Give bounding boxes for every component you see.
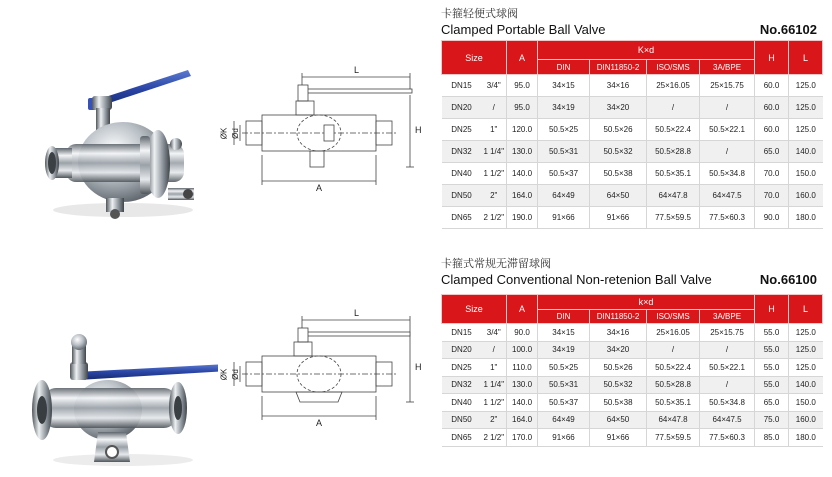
cell-iso-sms: 64×47.8 — [647, 185, 700, 207]
table-row — [442, 163, 823, 185]
cell-din11850: 50.5×32 — [590, 376, 647, 394]
cell-din11850: 91×66 — [590, 207, 647, 229]
cell-a: 100.0 — [507, 341, 538, 359]
model-number: No.66100 — [759, 272, 817, 287]
drawing-label-d: Ød — [230, 128, 240, 139]
cell-l: 140.0 — [789, 376, 823, 394]
subheader-din11850: DIN11850-2 — [590, 310, 647, 324]
cell-3a-bpe: 25×15.75 — [700, 324, 755, 342]
cell-h: 55.0 — [755, 376, 789, 394]
product-title-cn: 卡箍式常规无滞留球阀 — [441, 258, 551, 270]
cell-l: 180.0 — [789, 207, 823, 229]
header-a: A — [507, 295, 538, 324]
cell-h: 55.0 — [755, 341, 789, 359]
cell-iso-sms: 64×47.8 — [647, 411, 700, 429]
cell-inch: / — [482, 97, 507, 119]
cell-din: 34×15 — [538, 324, 590, 342]
cell-inch: / — [482, 341, 507, 359]
cell-inch: 1" — [482, 119, 507, 141]
cell-inch: 3/4" — [482, 75, 507, 97]
cell-l: 160.0 — [789, 185, 823, 207]
cell-din: 34×19 — [538, 341, 590, 359]
cell-h: 70.0 — [755, 185, 789, 207]
cell-din11850: 34×16 — [590, 75, 647, 97]
cell-dn: DN50 — [442, 411, 482, 429]
header-h: H — [755, 41, 789, 75]
table-row — [442, 185, 823, 207]
cell-din: 91×66 — [538, 429, 590, 447]
product-title-block — [441, 258, 821, 289]
subheader-din: DIN — [538, 60, 590, 75]
cell-din: 50.5×37 — [538, 163, 590, 185]
cell-a: 140.0 — [507, 163, 538, 185]
cell-din: 50.5×31 — [538, 141, 590, 163]
cell-3a-bpe: 50.5×34.8 — [700, 163, 755, 185]
portable-ball-valve-photo — [28, 40, 218, 225]
cell-3a-bpe: 50.5×22.1 — [700, 359, 755, 377]
model-number: No.66102 — [759, 22, 817, 37]
subheader-iso-sms: ISO/SMS — [647, 310, 700, 324]
cell-din11850: 50.5×32 — [590, 141, 647, 163]
cell-3a-bpe: 77.5×60.3 — [700, 429, 755, 447]
table-row — [442, 141, 823, 163]
cell-iso-sms: / — [647, 341, 700, 359]
cell-inch: 2 1/2" — [482, 207, 507, 229]
cell-3a-bpe: 64×47.5 — [700, 411, 755, 429]
cell-l: 180.0 — [789, 429, 823, 447]
header-size: Size — [442, 295, 507, 324]
cell-din: 50.5×37 — [538, 394, 590, 412]
cell-din11850: 91×66 — [590, 429, 647, 447]
cell-din11850: 50.5×26 — [590, 119, 647, 141]
cell-dn: DN20 — [442, 341, 482, 359]
drawing-label-h: H — [415, 362, 422, 372]
cell-inch: 1 1/4" — [482, 376, 507, 394]
non-retention-ball-valve-drawing — [219, 306, 432, 466]
spec-table — [441, 40, 823, 229]
cell-l: 125.0 — [789, 119, 823, 141]
cell-dn: DN50 — [442, 185, 482, 207]
header-l: L — [789, 41, 823, 75]
non-retention-ball-valve-photo — [28, 292, 218, 477]
cell-din11850: 64×50 — [590, 185, 647, 207]
cell-h: 60.0 — [755, 97, 789, 119]
cell-a: 190.0 — [507, 207, 538, 229]
table-row — [442, 324, 823, 342]
cell-din: 50.5×25 — [538, 119, 590, 141]
cell-inch: 1 1/2" — [482, 163, 507, 185]
cell-l: 150.0 — [789, 163, 823, 185]
cell-iso-sms: 50.5×35.1 — [647, 394, 700, 412]
cell-iso-sms: 50.5×28.8 — [647, 376, 700, 394]
product-section-66102 — [0, 0, 832, 236]
spec-table — [441, 294, 823, 447]
cell-3a-bpe: / — [700, 141, 755, 163]
header-size: Size — [442, 41, 507, 75]
cell-l: 125.0 — [789, 341, 823, 359]
cell-a: 90.0 — [507, 324, 538, 342]
drawing-label-a: A — [316, 183, 323, 193]
cell-3a-bpe: 50.5×22.1 — [700, 119, 755, 141]
cell-3a-bpe: / — [700, 97, 755, 119]
cell-iso-sms: 50.5×22.4 — [647, 119, 700, 141]
table-row — [442, 376, 823, 394]
cell-h: 65.0 — [755, 141, 789, 163]
header-kxd: k×d — [538, 295, 755, 310]
subheader-3a-bpe: 3A/BPE — [700, 310, 755, 324]
cell-iso-sms: / — [647, 97, 700, 119]
cell-din11850: 34×20 — [590, 97, 647, 119]
cell-din: 91×66 — [538, 207, 590, 229]
drawing-label-k: ØK — [219, 127, 229, 140]
cell-3a-bpe: 64×47.5 — [700, 185, 755, 207]
table-row — [442, 119, 823, 141]
subheader-3a-bpe: 3A/BPE — [700, 60, 755, 75]
cell-h: 65.0 — [755, 394, 789, 412]
cell-din: 50.5×25 — [538, 359, 590, 377]
cell-iso-sms: 25×16.05 — [647, 324, 700, 342]
drawing-label-a: A — [316, 418, 323, 428]
cell-dn: DN32 — [442, 376, 482, 394]
portable-ball-valve-drawing — [219, 55, 432, 215]
cell-h: 55.0 — [755, 359, 789, 377]
cell-din: 50.5×31 — [538, 376, 590, 394]
cell-dn: DN25 — [442, 119, 482, 141]
cell-inch: 2 1/2" — [482, 429, 507, 447]
cell-a: 120.0 — [507, 119, 538, 141]
cell-h: 60.0 — [755, 75, 789, 97]
cell-3a-bpe: 25×15.75 — [700, 75, 755, 97]
cell-h: 90.0 — [755, 207, 789, 229]
table-row — [442, 97, 823, 119]
cell-din: 64×49 — [538, 185, 590, 207]
cell-l: 125.0 — [789, 359, 823, 377]
cell-h: 70.0 — [755, 163, 789, 185]
table-row — [442, 207, 823, 229]
cell-din11850: 50.5×38 — [590, 394, 647, 412]
table-row — [442, 411, 823, 429]
cell-dn: DN40 — [442, 394, 482, 412]
cell-din11850: 34×16 — [590, 324, 647, 342]
cell-dn: DN40 — [442, 163, 482, 185]
cell-inch: 2" — [482, 185, 507, 207]
drawing-label-k: ØK — [219, 368, 229, 381]
cell-inch: 1 1/2" — [482, 394, 507, 412]
header-a: A — [507, 41, 538, 75]
product-title-block — [441, 8, 821, 39]
cell-3a-bpe: / — [700, 341, 755, 359]
drawing-label-h: H — [415, 125, 422, 135]
cell-l: 150.0 — [789, 394, 823, 412]
cell-a: 140.0 — [507, 394, 538, 412]
cell-h: 85.0 — [755, 429, 789, 447]
cell-h: 55.0 — [755, 324, 789, 342]
cell-dn: DN65 — [442, 207, 482, 229]
product-title-en: Clamped Portable Ball Valve — [441, 22, 606, 37]
cell-iso-sms: 25×16.05 — [647, 75, 700, 97]
cell-3a-bpe: 77.5×60.3 — [700, 207, 755, 229]
cell-a: 95.0 — [507, 97, 538, 119]
cell-iso-sms: 77.5×59.5 — [647, 207, 700, 229]
cell-l: 125.0 — [789, 324, 823, 342]
cell-a: 164.0 — [507, 411, 538, 429]
cell-h: 75.0 — [755, 411, 789, 429]
cell-iso-sms: 50.5×22.4 — [647, 359, 700, 377]
cell-l: 160.0 — [789, 411, 823, 429]
header-l: L — [789, 295, 823, 324]
table-row — [442, 75, 823, 97]
drawing-label-l: L — [354, 308, 360, 318]
subheader-iso-sms: ISO/SMS — [647, 60, 700, 75]
cell-a: 110.0 — [507, 359, 538, 377]
cell-a: 95.0 — [507, 75, 538, 97]
cell-iso-sms: 77.5×59.5 — [647, 429, 700, 447]
cell-dn: DN20 — [442, 97, 482, 119]
cell-a: 164.0 — [507, 185, 538, 207]
cell-din: 34×15 — [538, 75, 590, 97]
cell-iso-sms: 50.5×28.8 — [647, 141, 700, 163]
cell-3a-bpe: 50.5×34.8 — [700, 394, 755, 412]
product-section-66100 — [0, 236, 832, 472]
subheader-din: DIN — [538, 310, 590, 324]
product-title-en: Clamped Conventional Non-retenion Ball Valve — [441, 272, 712, 287]
table-row — [442, 359, 823, 377]
cell-inch: 1" — [482, 359, 507, 377]
cell-l: 125.0 — [789, 75, 823, 97]
cell-dn: DN65 — [442, 429, 482, 447]
cell-iso-sms: 50.5×35.1 — [647, 163, 700, 185]
table-row — [442, 429, 823, 447]
cell-din: 34×19 — [538, 97, 590, 119]
cell-l: 125.0 — [789, 97, 823, 119]
table-row — [442, 394, 823, 412]
cell-din11850: 50.5×38 — [590, 163, 647, 185]
header-h: H — [755, 295, 789, 324]
product-title-cn: 卡箍轻便式球阀 — [441, 8, 518, 20]
cell-din11850: 50.5×26 — [590, 359, 647, 377]
cell-din11850: 34×20 — [590, 341, 647, 359]
cell-dn: DN15 — [442, 324, 482, 342]
header-kxd: K×d — [538, 41, 755, 60]
cell-din11850: 64×50 — [590, 411, 647, 429]
cell-a: 130.0 — [507, 141, 538, 163]
cell-a: 130.0 — [507, 376, 538, 394]
table-row — [442, 341, 823, 359]
cell-dn: DN25 — [442, 359, 482, 377]
cell-3a-bpe: / — [700, 376, 755, 394]
cell-inch: 1 1/4" — [482, 141, 507, 163]
cell-dn: DN15 — [442, 75, 482, 97]
cell-inch: 3/4" — [482, 324, 507, 342]
cell-inch: 2" — [482, 411, 507, 429]
drawing-label-l: L — [354, 65, 360, 75]
cell-a: 170.0 — [507, 429, 538, 447]
cell-l: 140.0 — [789, 141, 823, 163]
subheader-din11850: DIN11850-2 — [590, 60, 647, 75]
cell-din: 64×49 — [538, 411, 590, 429]
cell-h: 60.0 — [755, 119, 789, 141]
drawing-label-d: Ød — [230, 369, 240, 380]
cell-dn: DN32 — [442, 141, 482, 163]
